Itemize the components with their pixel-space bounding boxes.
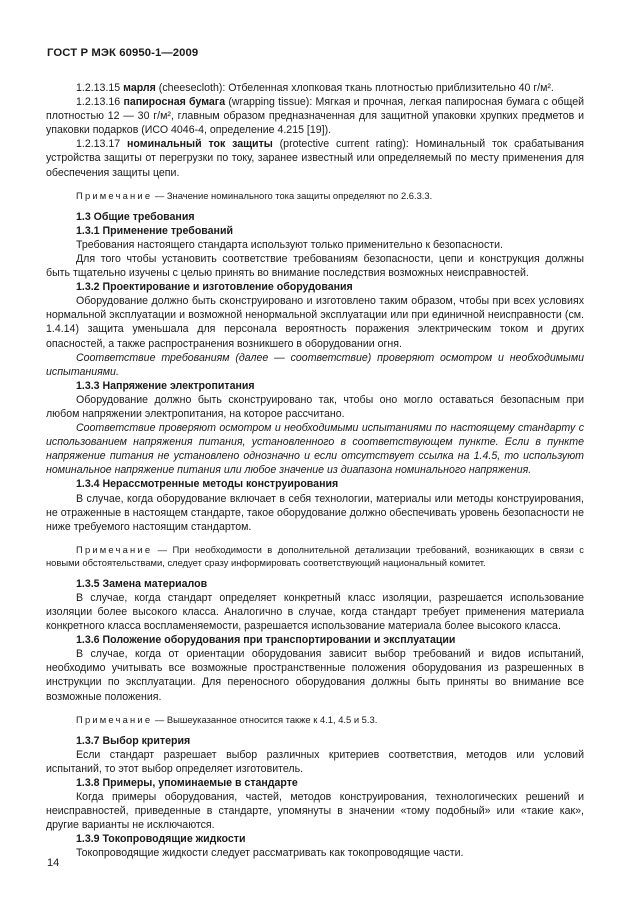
section-title-1-3-9: 1.3.9 Токопроводящие жидкости [76,833,246,846]
section-title-1-3-7: 1.3.7 Выбор критерия [76,734,191,747]
section-title-1-3-8: 1.3.8 Примеры, упоминаемые в стандарте [76,776,298,789]
paragraph-compliance: Соответствие требованиям (далее — соответствие) проверяют осмотром и необходимыми испытаниями. [46,351,584,378]
definition-1-2-13-17: 1.2.13.17 номинальный ток защиты (protective current rating): Номинальный ток срабатывания устройства защиты от перегрузки по току, заранее известный или определяемый по месту применения для обеспечения защиты цепи. [46,138,585,179]
paragraph: Оборудование должно быть сконструировано так, чтобы оно могло оставаться безопасным при любом напряжении электропитания, на которое рассчитано. [46,393,584,420]
paragraph: Если стандарт разрешает выбор различных критериев соответствия, методов или условий испытаний, то этот выбор определяет изготовитель. [46,748,584,775]
section-title-1-3-6: 1.3.6 Положение оборудования при транспортировании и эксплуатации [76,634,456,647]
paragraph: Требования настоящего стандарта используют только применительно к безопасности. [76,238,503,251]
term: папиросная бумага [123,96,226,109]
paragraph: Оборудование должно быть сконструировано и изготовлено таким образом, чтобы при всех условиях нормальной эксплуатации и возможной ненормальной эксплуатации или при единичной неисправности (см. 1.4.14) защита уменьшала для персонала вероятность поражения электрическим током и других опасностей, а также распространения возникшего в оборудовании огня. [46,295,584,350]
paragraph: Для того чтобы установить соответствие требованиям безопасности, цепи и конструкция должны быть тщательно изучены с целью принять во внимание последствия возможных неисправностей. [46,252,584,280]
note-label: Примечание [76,713,153,725]
paragraph: Когда примеры оборудования, частей, методов конструирования, технологических решений и неисправностей, приведенные в стандарте, упомянуты в значении «тому подобный» или «такие как», другие варианты не исключаются. [46,791,584,832]
section-title-1-3-1: 1.3.1 Применение требований [76,224,233,237]
section-title-1-3-5: 1.3.5 Замена материалов [76,577,208,590]
note-new-circumstances: Примечание — При необходимости в дополнительной детализации требований, возникающих в связи с новыми обстоятельствами, следует сразу информировать соответствующий национальный комитет. [46,543,584,568]
note-protective-current: Примечание — Значение номинального тока защиты определяют по 2.6.3.3. [76,189,433,201]
section-title-1-3: 1.3 Общие требования [76,210,195,223]
note-also-applies: Примечание — Вышеуказанное относится также к 4.1, 4.5 и 5.3. [76,713,378,725]
note-label: Примечание [76,543,153,555]
section-title-1-3-2: 1.3.2 Проектирование и изготовление оборудования [76,281,353,294]
document-body [46,81,584,861]
document-header: ГОСТ Р МЭК 60950-1—2009 [47,47,199,59]
section-title-1-3-3: 1.3.3 Напряжение электропитания [76,379,255,392]
note-label: Примечание [76,189,153,201]
paragraph: В случае, когда от ориентации оборудования зависит выбор требований и видов испытаний, необходимо учитывать все возможные пространственные положения оборудования из разрешенных в инструкции по эксплуатации. Для переносного оборудования должны быть приняты во внимание все возможные положения. [46,648,584,703]
page-number: 14 [47,857,60,869]
paragraph: Токопроводящие жидкости следует рассматривать как токопроводящие части. [76,847,464,860]
definition-1-2-13-15: 1.2.13.15 марля (cheesecloth): Отбеленная хлопковая ткань плотностью приблизительно 40 г/м². [76,82,554,94]
term: марля [123,82,156,94]
paragraph-compliance: Соответствие проверяют осмотром и необходимыми испытаниями по настоящему стандарту с использованием напряжения питания, установленного в соответствующем пункте. Если в пункте напряжение питания не установлено однозначно и если отсутствует ссылка на 1.4.5, то используют номинальное напряжение питания или любое значение из диапазона номинального напряжения. [46,422,584,477]
paragraph: В случае, когда оборудование включает в себя технологии, материалы или методы конструирования, не отраженные в настоящем стандарте, такое оборудование должно обеспечивать уровень безопасности не ниже требуемого настоящим стандартом. [46,492,584,533]
definition-1-2-13-16: 1.2.13.16 папиросная бумага (wrapping tissue): Мягкая и прочная, легкая папиросная бумага с общей плотностью 12 — 30 г/м², главным образом предназначенная для защитной упаковки хрупких предметов и упаковки подарков (ИСО 4046-4, определение 4.215 [19]). [46,96,585,137]
term: номинальный ток защиты [127,138,273,151]
section-title-1-3-4: 1.3.4 Нерассмотренные методы конструирования [76,478,339,491]
paragraph: В случае, когда стандарт определяет конкретный класс изоляции, разрешается использование изоляции более высокого класса. Аналогично в случае, когда стандарт требует применения материала конкретного класса воспламеняемости, разрешается использование материала более высокого класса. [46,591,584,633]
